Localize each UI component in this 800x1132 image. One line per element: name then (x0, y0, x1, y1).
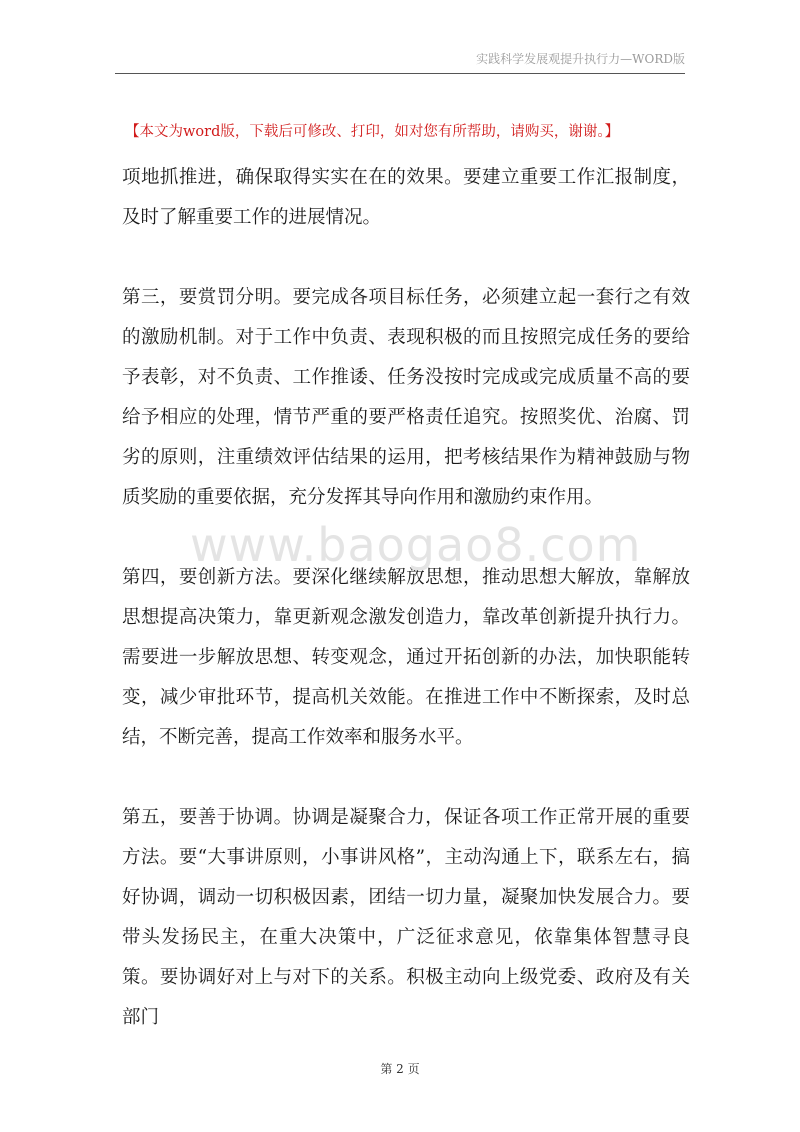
paragraph-third-point: 第三，要赏罚分明。要完成各项目标任务，必须建立起一套行之有效的激励机制。对于工作中负责、表现积极的而且按照完成任务的要给予表彰，对不负责、工作推诿、任务没按时完成或完成质量不高的要给予相应的处理，情节严重的要严格责任追究。按照奖优、治腐、罚劣的原则，注重绩效评估结果的运用，把考核结果作为精神鼓励与物质奖励的重要依据，充分发挥其导向作用和激励约束作用。 (122, 287, 690, 508)
header-rule (115, 73, 685, 74)
site-watermark: www.baogao8.com (190, 518, 642, 572)
running-header: 实践科学发展观提升执行力—WORD版 (476, 52, 685, 66)
download-notice: 【本文为word版，下载后可修改、打印，如对您有所帮助，请购买，谢谢。】 (125, 124, 620, 140)
paragraph-continuation: 项地抓推进，确保取得实实在在的效果。要建立重要工作汇报制度，及时了解重要工作的进展情况。 (122, 167, 690, 228)
page-number: 第 2 页 (380, 1062, 420, 1076)
paragraph-fifth-point: 第五，要善于协调。协调是凝聚合力，保证各项工作正常开展的重要方法。要“大事讲原则，小事讲风格”，主动沟通上下，联系左右，搞好协调，调动一切积极因素，团结一切力量，凝聚加快发展合力。要带头发扬民主，在重大决策中，广泛征求意见，依靠集体智慧寻良策。要协调好对上与对下的关系。积极主动向上级党委、政府及有关部门 (122, 807, 690, 1028)
paragraph-fourth-point: 第四，要创新方法。要深化继续解放思想，推动思想大解放，靠解放思想提高决策力，靠更新观念激发创造力，靠改革创新提升执行力。需要进一步解放思想、转变观念，通过开拓创新的办法，加快职能转变，减少审批环节，提高机关效能。在推进工作中不断探索，及时总结，不断完善，提高工作效率和服务水平。 (122, 567, 690, 748)
document-body (122, 158, 690, 1078)
